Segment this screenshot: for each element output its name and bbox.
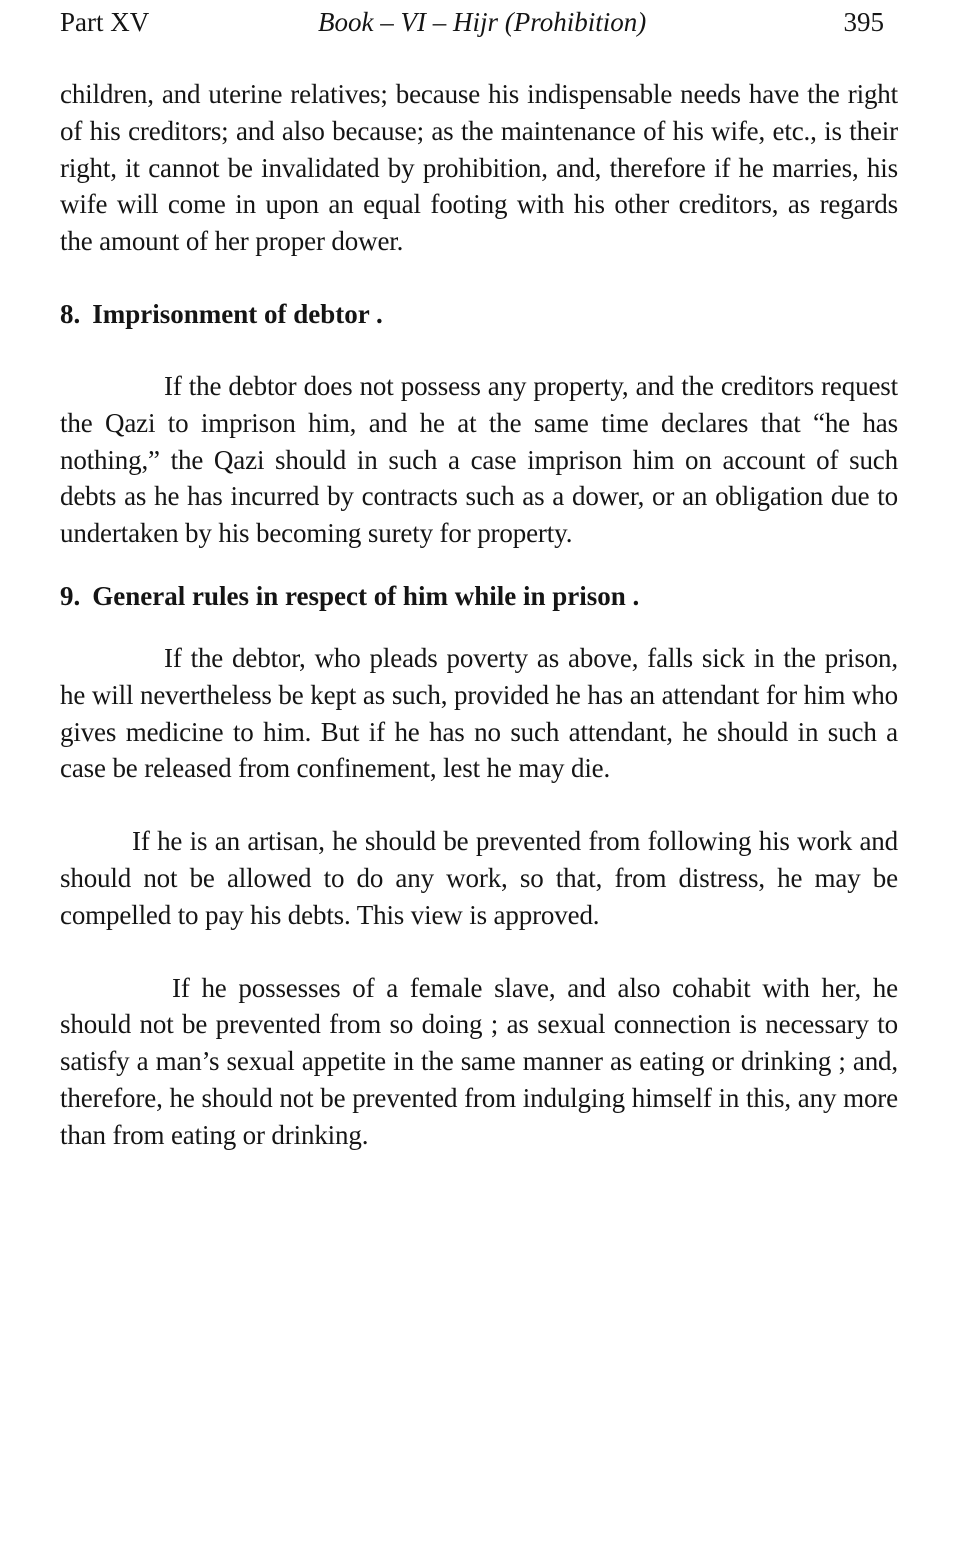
paragraph: If he possesses of a female slave, and also cohabit with her, he should not be prevented from so doing ; as sexual connection is necessary to satisfy a man’s sexual appetite in the same manner as eating or drinking ; and, therefore, he should not be prevented from indulging himself in this, any more than from eating or drinking. — [60, 972, 898, 1150]
part-label: Part XV — [60, 7, 150, 37]
section-number: 9. — [60, 580, 81, 611]
running-header — [60, 0, 898, 44]
paragraph: If the debtor, who pleads poverty as above, falls sick in the prison, he will nevertheless be kept as such, provided he has an attendant for him who gives medicine to him. But if he has no such attendant, he should in such a case be released from confinement, lest he may die. — [60, 642, 898, 784]
book-title: Book – VI – Hijr (Prohibition) — [318, 7, 647, 37]
paragraph: If he is an artisan, he should be prevented from following his work and should not be allowed to do any work, so that, from distress, he may be compelled to pay his debts. This view is approved. — [60, 826, 898, 930]
book-page — [60, 0, 898, 1154]
page-number: 395 — [843, 7, 884, 37]
paragraph: If the debtor does not possess any property, and the creditors request the Qazi to imprison him, and he at the same time declares that “he has nothing,” the Qazi should in such a case imprison him on account of such debts as he has incurred by contracts such as a dower, or an obligation due to undertaken by his becoming surety for property. — [60, 370, 898, 549]
section-title: General rules in respect of him while in prison . — [92, 580, 640, 611]
section-number: 8. — [60, 298, 81, 329]
continuation-paragraph: children, and uterine relatives; because his indispensable needs have the right of his creditors; and also because; as the maintenance of his wife, etc., is their right, it cannot be invalidated by prohibition, and, therefore if he marries, his wife will come in upon an equal footing with his other creditors, as regards the amount of her proper dower. — [60, 79, 898, 257]
section-heading-8 — [60, 296, 898, 332]
section-title: Imprisonment of debtor . — [92, 298, 383, 329]
section-heading-9 — [60, 578, 898, 614]
